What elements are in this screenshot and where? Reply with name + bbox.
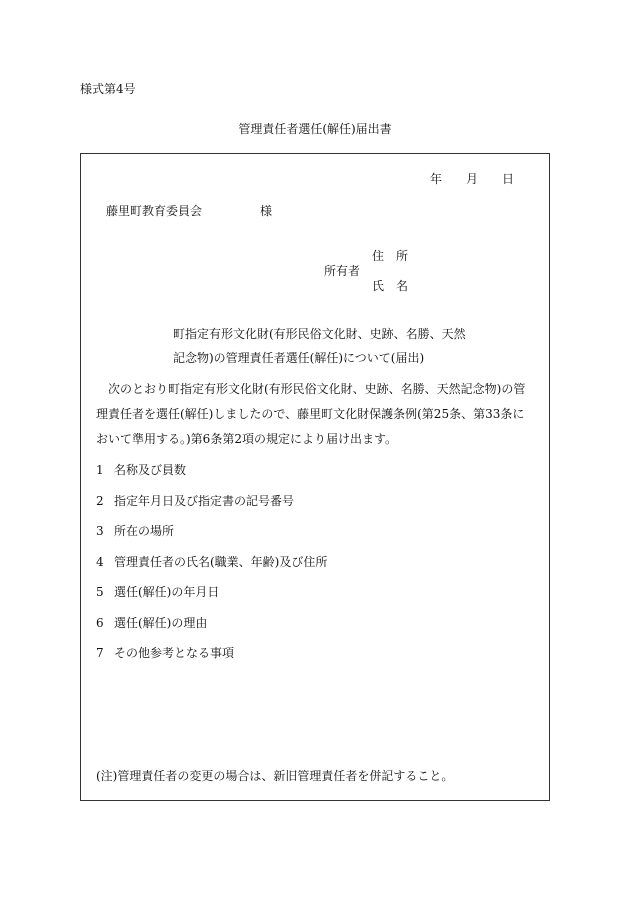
item-text: 指定年月日及び指定書の記号番号 xyxy=(114,493,295,508)
item-number: 2 xyxy=(96,493,104,508)
body-text: 次のとおり町指定有形文化財(有形民俗文化財、史跡、名勝、天然記念物)の管理責任者を選任(解任)しましたので、藤里町文化財保護条例(第25条、第33条において準用する。)第6条第2項の規定により届け出ます。 xyxy=(96,382,526,446)
item-text: 管理責任者の氏名(職業、年齢)及び住所 xyxy=(114,554,328,569)
item-list xyxy=(96,463,327,677)
subject-line-2: 記念物)の管理責任者選任(解任)について(届出) xyxy=(173,351,425,365)
item-text: 所在の場所 xyxy=(114,524,175,538)
item-text: その他参考となる事項 xyxy=(114,646,235,660)
date-line xyxy=(430,170,514,187)
owner-name-label: 氏 名 xyxy=(372,279,409,293)
body-paragraph xyxy=(96,377,532,452)
item-number: 6 xyxy=(96,615,104,630)
list-item xyxy=(96,494,327,525)
owner-label: 所有者 xyxy=(324,264,361,278)
recipient-honorific: 様 xyxy=(260,204,273,218)
list-item xyxy=(96,524,327,555)
owner-address-label: 住 所 xyxy=(372,249,409,263)
item-number: 4 xyxy=(96,554,104,569)
list-item xyxy=(96,555,327,586)
item-text: 選任(解任)の理由 xyxy=(114,615,208,630)
item-text: 選任(解任)の年月日 xyxy=(114,585,220,599)
item-number: 1 xyxy=(96,463,104,477)
date-year-label: 年 xyxy=(430,172,443,186)
subject xyxy=(173,322,466,370)
list-item xyxy=(96,585,327,616)
footnote: (注)管理責任者の変更の場合は、新旧管理責任者を併記すること。 xyxy=(96,769,454,783)
list-item xyxy=(96,646,327,677)
date-month-label: 月 xyxy=(466,172,479,186)
recipient-name: 藤里町教育委員会 xyxy=(106,204,203,218)
item-text: 名称及び員数 xyxy=(114,463,187,477)
item-number: 3 xyxy=(96,524,104,538)
form-number: 様式第4号 xyxy=(80,82,136,96)
item-number: 7 xyxy=(96,646,104,660)
list-item xyxy=(96,616,327,647)
item-number: 5 xyxy=(96,585,104,599)
list-item xyxy=(96,463,327,494)
subject-line-1: 町指定有形文化財(有形民俗文化財、史跡、名勝、天然 xyxy=(173,327,466,341)
date-day-label: 日 xyxy=(502,172,515,186)
recipient xyxy=(106,202,272,219)
document-title: 管理責任者選任(解任)届出書 xyxy=(238,122,392,136)
